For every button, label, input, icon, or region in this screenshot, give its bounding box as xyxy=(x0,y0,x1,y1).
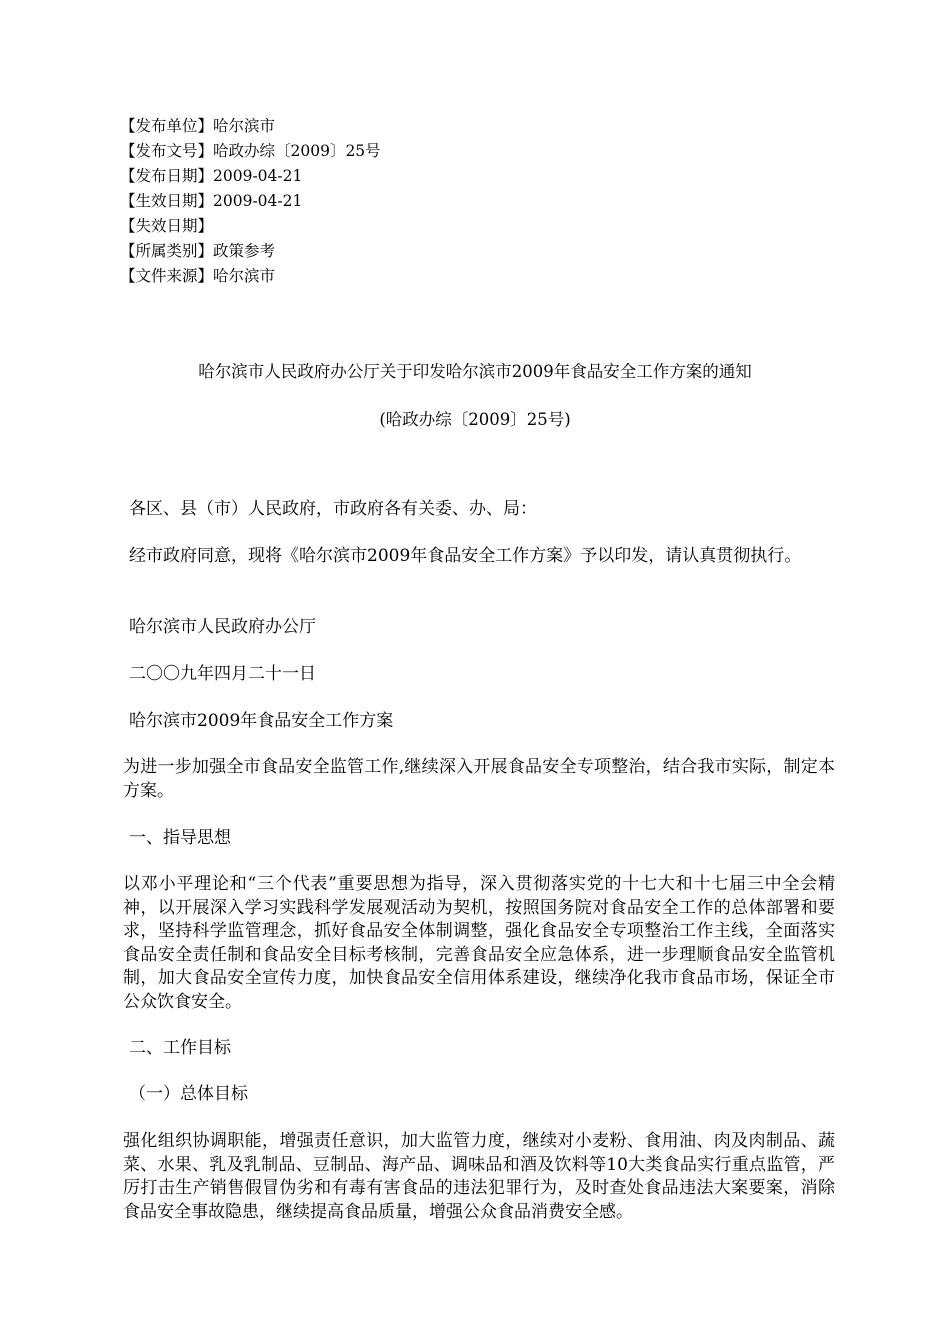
document-metadata xyxy=(120,114,381,289)
plan-title: 哈尔滨市2009年食品安全工作方案 xyxy=(129,711,394,731)
meta-publishing-unit: 【发布单位】哈尔滨市 xyxy=(120,117,276,135)
meta-document-number: 【发布文号】哈政办综〔2009〕25号 xyxy=(120,142,381,160)
section2-sub1-heading: （一）总体目标 xyxy=(129,1084,248,1104)
intro-paragraph: 为进一步加强全市食品安全监管工作,继续深入开展食品安全专项整治，结合我市实际，制定本方案。 xyxy=(123,757,835,801)
document-title: 哈尔滨市人民政府办公厅关于印发哈尔滨市2009年食品安全工作方案的通知 xyxy=(198,362,752,381)
meta-effective-date: 【生效日期】2009-04-21 xyxy=(120,192,303,210)
issuer: 哈尔滨市人民政府办公厅 xyxy=(129,617,316,637)
document-number-title: (哈政办综〔2009〕25号) xyxy=(379,410,571,429)
meta-publish-date: 【发布日期】2009-04-21 xyxy=(120,167,303,185)
issue-date: 二〇〇九年四月二十一日 xyxy=(129,664,316,684)
notice-text: 经市政府同意，现将《哈尔滨市2009年食品安全工作方案》予以印发，请认真贯彻执行。 xyxy=(129,546,802,566)
section2-heading: 二、工作目标 xyxy=(129,1038,231,1058)
addressee: 各区、县（市）人民政府，市政府各有关委、办、局： xyxy=(129,499,537,519)
section2-sub1-paragraph: 强化组织协调职能，增强责任意识，加大监管力度，继续对小麦粉、食用油、肉及肉制品、蔬菜、水果、乳及乳制品、豆制品、海产品、调味品和酒及饮料等10大类食品实行重点监管，严厉打击生产销售假冒伪劣和有毒有害食品的违法犯罪行为，及时查处食品违法大案要案，消除食品安全事故隐患，继续提高食品质量，增强公众食品消费安全感。 xyxy=(123,1131,835,1222)
meta-source: 【文件来源】哈尔滨市 xyxy=(120,267,276,285)
meta-category: 【所属类别】政策参考 xyxy=(120,242,276,260)
section1-heading: 一、指导思想 xyxy=(129,828,231,848)
section1-paragraph: 以邓小平理论和“三个代表”重要思想为指导，深入贯彻落实党的十七大和十七届三中全会精神，以开展深入学习实践科学发展观活动为契机，按照国务院对食品安全工作的总体部署和要求，坚持科学监管理念，抓好食品安全体制调整，强化食品安全专项整治工作主线，全面落实食品安全责任制和食品安全目标考核制，完善食品安全应急体系，进一步理顺食品安全监管机制，加大食品安全宣传力度，加快食品安全信用体系建设，继续净化我市食品市场，保证全市公众饮食安全。 xyxy=(123,874,835,1012)
meta-expiry-date: 【失效日期】 xyxy=(120,217,214,235)
